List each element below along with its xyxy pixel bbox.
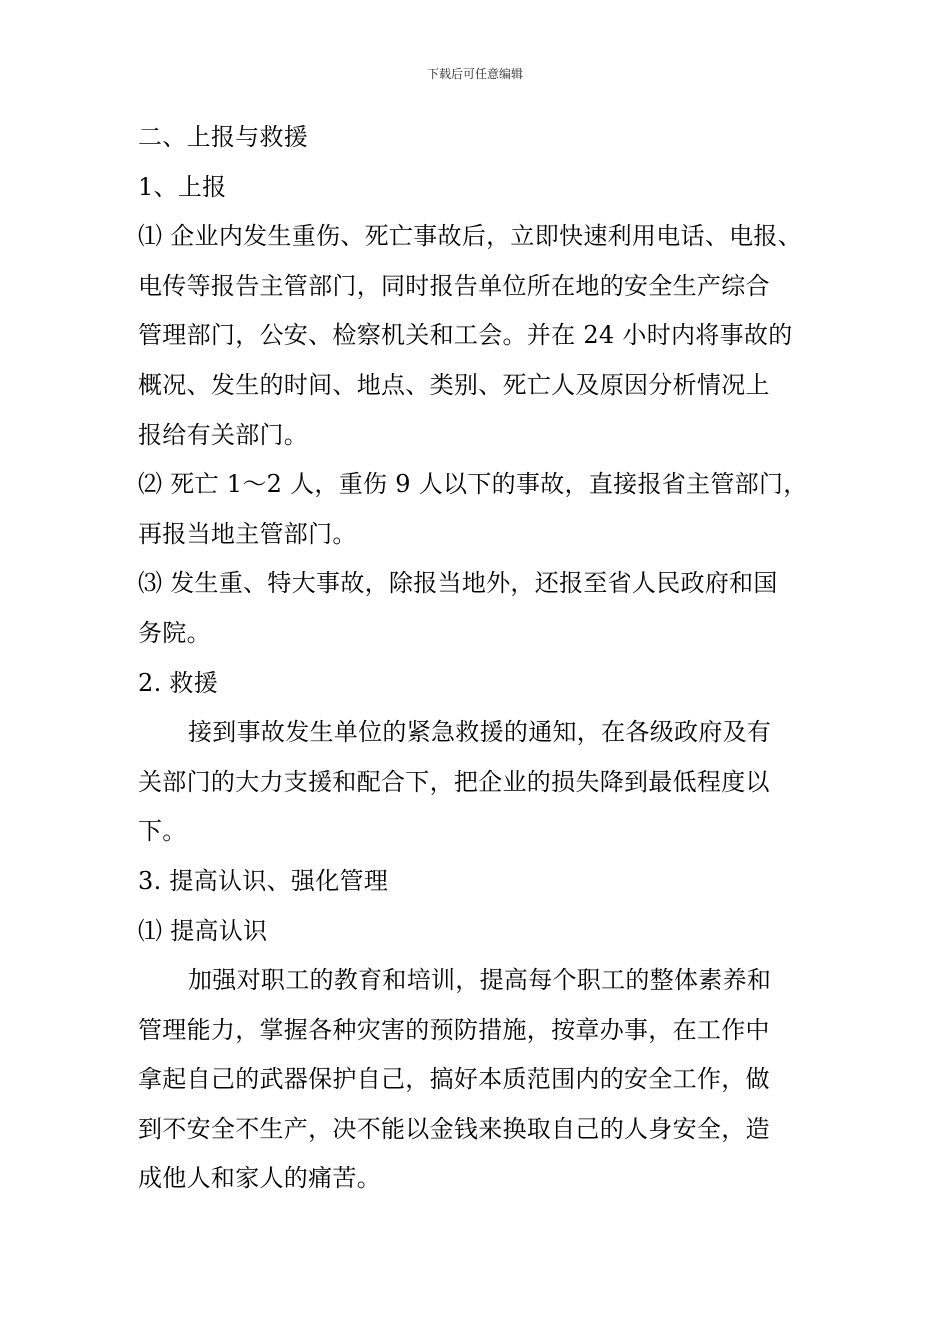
paragraph-line: 报给有关部门。 xyxy=(138,420,309,449)
paragraph-line: 再报当地主管部门。 xyxy=(138,519,357,548)
paragraph-line: 管理部门，公安、检察机关和工会。并在 24 小时内将事故的 xyxy=(138,321,793,350)
subsection-heading: 3. 提高认识、强化管理 xyxy=(138,866,389,895)
paragraph-line: 概况、发生的时间、地点、类别、死亡人及原因分析情况上 xyxy=(138,370,770,399)
paragraph-line: 下。 xyxy=(138,817,187,846)
paragraph-line: 关部门的大力支援和配合下，把企业的损失降到最低程度以 xyxy=(138,767,770,796)
paragraph-line: ⑴ 企业内发生重伤、死亡事故后，立即快速利用电话、电报、 xyxy=(138,222,803,251)
subsection-heading: 1、上报 xyxy=(138,172,227,201)
paragraph-line: ⑵ 死亡 1～2 人，重伤 9 人以下的事故，直接报省主管部门， xyxy=(138,470,808,499)
paragraph-line: 管理能力，掌握各种灾害的预防措施，按章办事，在工作中 xyxy=(138,1015,770,1044)
paragraph-line: 电传等报告主管部门，同时报告单位所在地的安全生产综合 xyxy=(138,271,770,300)
paragraph-line: ⑶ 发生重、特大事故，除报当地外，还报至省人民政府和国 xyxy=(138,569,778,598)
item-heading: ⑴ 提高认识 xyxy=(138,916,268,945)
paragraph-line: 成他人和家人的痛苦。 xyxy=(138,1164,381,1193)
section-heading: 二、上报与救援 xyxy=(138,123,309,151)
page-header-note: 下载后可任意编辑 xyxy=(426,67,523,81)
paragraph-line: 到不安全不生产，决不能以金钱来换取自己的人身安全，造 xyxy=(138,1114,770,1143)
paragraph-line: 拿起自己的武器保护自己，搞好本质范围内的安全工作，做 xyxy=(138,1065,770,1094)
paragraph-line: 接到事故发生单位的紧急救援的通知，在各级政府及有 xyxy=(188,718,772,747)
paragraph-line: 加强对职工的教育和培训，提高每个职工的整体素养和 xyxy=(188,966,772,995)
document-body xyxy=(138,113,838,1204)
subsection-heading: 2. 救援 xyxy=(138,668,219,697)
paragraph-line: 务院。 xyxy=(138,618,211,647)
